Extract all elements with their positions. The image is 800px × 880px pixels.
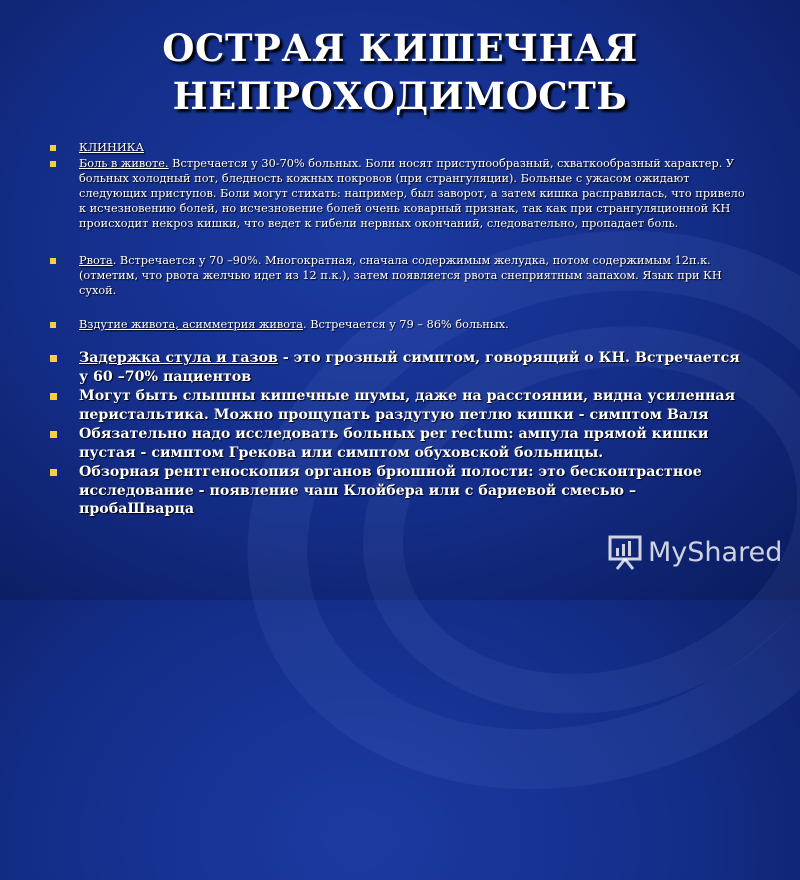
item-label: Вздутие живота, асимметрия живота	[79, 318, 304, 331]
item-text: Встречается у 30-70% больных. Боли носят приступообразный, схваткообразный характер. У больных холодный пот, бледность кожных покровов (при странгуляции). Больные с ужасом ожидают следующих приступов. Боли могут стихать: например, был заворот, а затем кишка расправилась, что привело к исчезновению болей, но исчезновение болей очень коварный признак, так как при странгуляционной КН происходит некроз кишки, что ведет к гибели нервных окончаний, следовательно, пропадает боль.	[79, 157, 745, 230]
list-item-stool-retention	[50, 349, 750, 386]
title-line-2: НЕПРОХОДИМОСТЬ	[172, 74, 628, 118]
item-text: . Встречается у 79 – 86% больных.	[303, 318, 509, 331]
bullet-list	[50, 140, 750, 520]
item-label: Задержка стула и газов	[79, 350, 278, 366]
item-label: Рвота	[79, 254, 113, 267]
item-label: Боль в животе.	[79, 157, 169, 170]
square-bullet-icon	[50, 145, 56, 151]
item-text: Обзорная рентгеноскопия органов брюшной полости: это бесконтрастное исследование - появление чаш Клойбера или с бариевой смесью – пробаШварца	[79, 464, 702, 517]
list-item-per-rectum	[50, 425, 750, 462]
square-bullet-icon	[50, 258, 56, 264]
list-item-bowel-sounds	[50, 387, 750, 424]
square-bullet-icon	[50, 355, 57, 362]
square-bullet-icon	[50, 322, 56, 328]
watermark-text: MyShared	[648, 536, 783, 568]
item-text: Обязательно надо исследовать больных per rectum: ампула прямой кишки пустая - симптом Грекова или симптом обуховской больницы.	[79, 426, 709, 461]
list-item-xray	[50, 463, 750, 519]
square-bullet-icon	[50, 161, 56, 167]
item-text: . Встречается у 70 –90%. Многократная, сначала содержимым желудка, потом содержимым 12п.к. (отметим, что рвота желчью идет из 12 п.к.), затем появляется рвота снеприятным запахом. Язык при КН сухой.	[79, 254, 722, 297]
list-item-pain	[50, 156, 750, 231]
square-bullet-icon	[50, 469, 57, 476]
square-bullet-icon	[50, 393, 57, 400]
watermark	[608, 534, 782, 570]
title-line-1: ОСТРАЯ КИШЕЧНАЯ	[162, 26, 638, 70]
slide-title	[40, 24, 760, 120]
item-label: КЛИНИКА	[79, 141, 145, 154]
item-text: Могут быть слышны кишечные шумы, даже на расстоянии, видна усиленная перистальтика. Можно прощупать раздутую петлю кишки - симптом Валя	[79, 388, 736, 423]
list-item-clinic	[50, 140, 750, 155]
list-item-bloating	[50, 317, 750, 332]
square-bullet-icon	[50, 431, 57, 438]
presentation-board-icon	[608, 534, 642, 570]
item-text: - это грозный симптом, говорящий о КН. Встречается у 60 –70% пациентов	[79, 350, 740, 385]
list-item-vomiting	[50, 253, 750, 298]
